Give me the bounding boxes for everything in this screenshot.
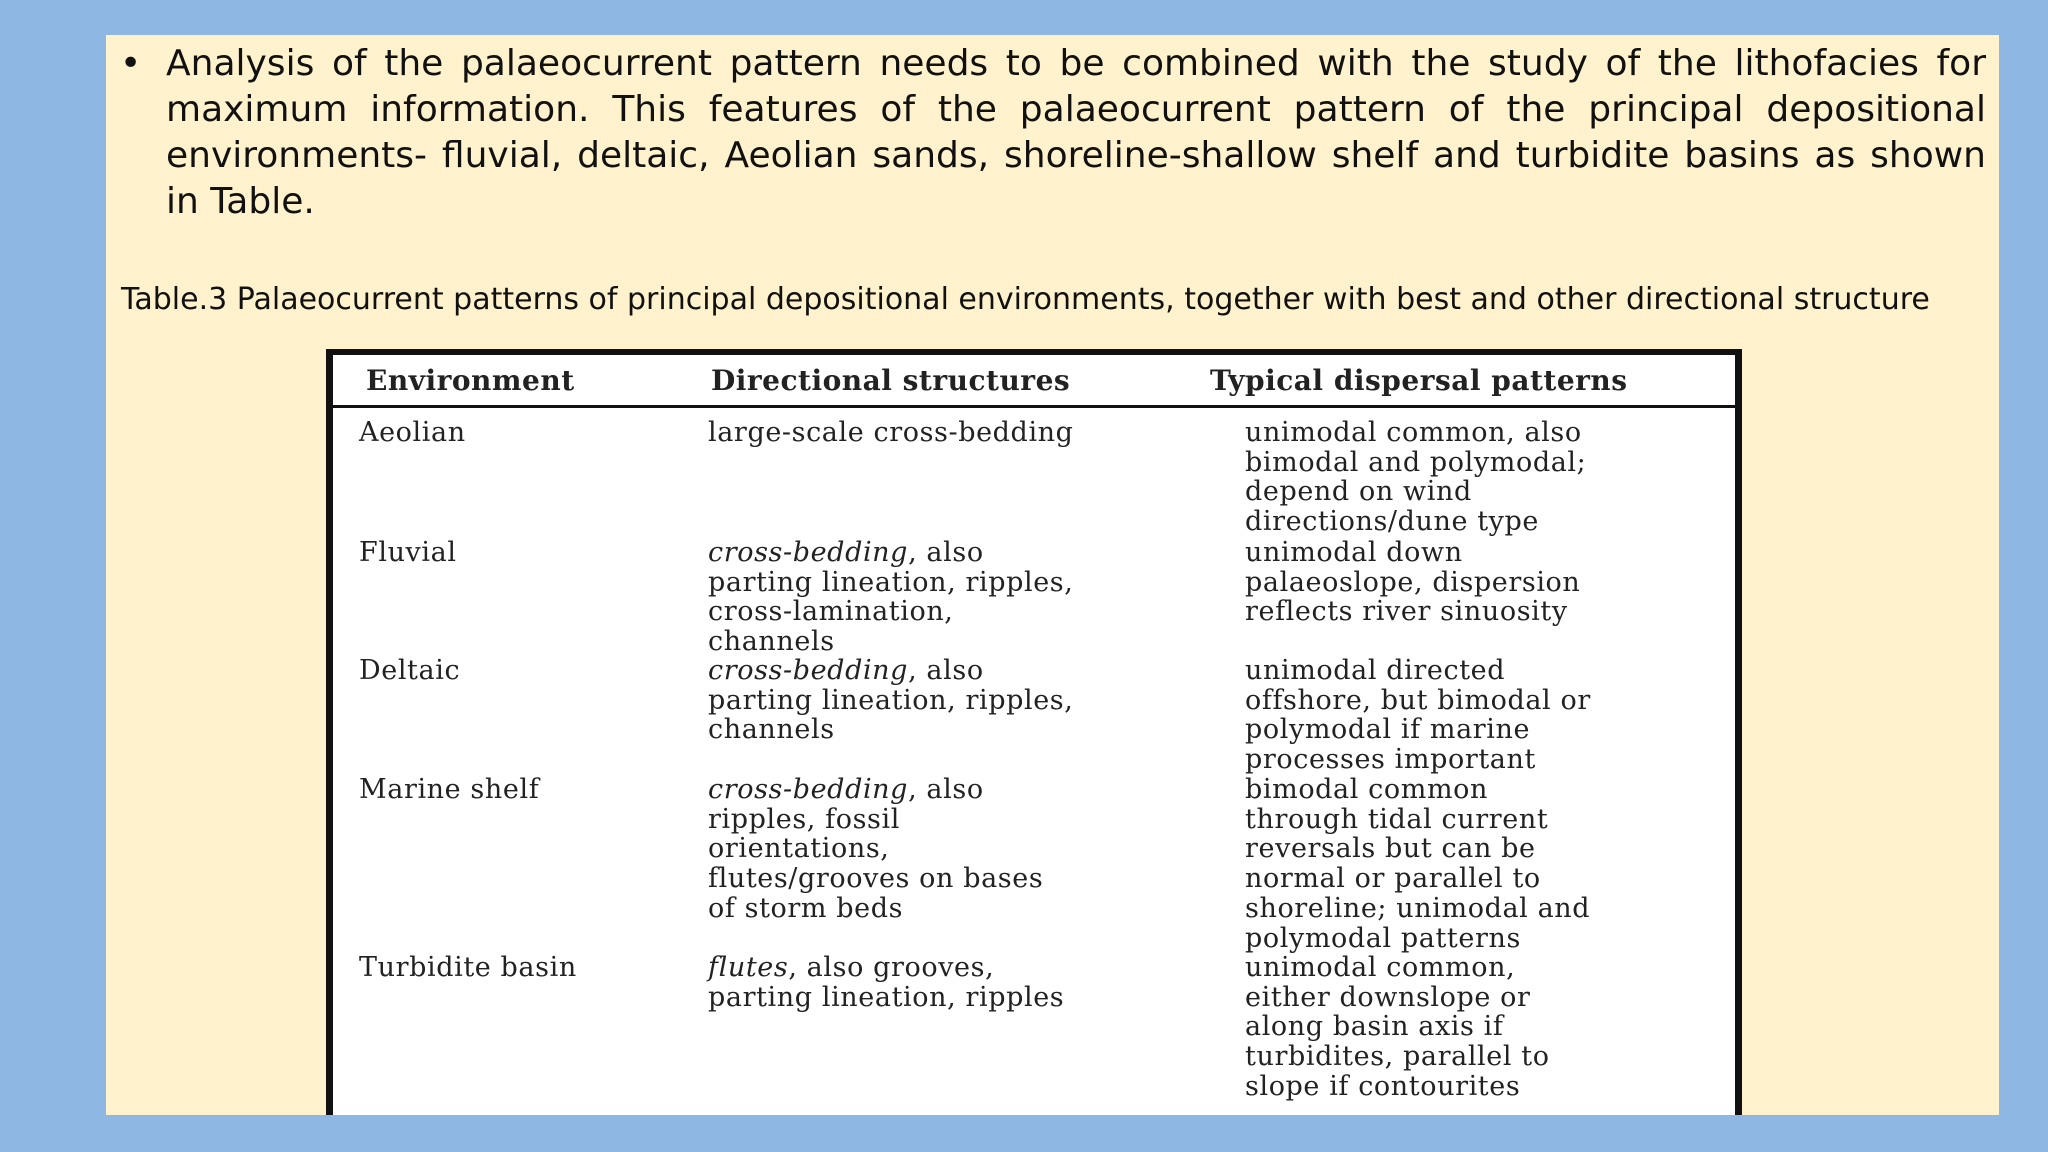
row-deltaic-patterns	[1245, 656, 1591, 775]
structure-rest: , also	[908, 774, 984, 805]
structure-line: parting lineation, ripples,	[708, 684, 1074, 716]
pattern-line: either downslope or	[1245, 981, 1531, 1013]
pattern-line: unimodal down	[1245, 537, 1463, 568]
pattern-line: turbidites, parallel to	[1245, 1041, 1550, 1073]
row-turbidite-basin-environment: Turbidite basin	[359, 952, 577, 983]
structure-line	[708, 656, 1073, 686]
bullet-paragraph	[120, 41, 1986, 225]
pattern-line: through tidal current	[1245, 803, 1549, 835]
table-header	[333, 355, 1735, 408]
structure-line: cross-lamination,	[708, 596, 954, 628]
row-fluvial-structures	[708, 538, 1073, 657]
row-turbidite-basin-structures	[708, 953, 1064, 1012]
structure-line	[708, 538, 1073, 568]
pattern-line: polymodal patterns	[1245, 922, 1521, 954]
structure-line: parting lineation, ripples	[708, 981, 1065, 1013]
row-deltaic-environment: Deltaic	[359, 655, 461, 686]
pattern-line: reflects river sinuosity	[1245, 596, 1568, 628]
row-marine-shelf-environment: Marine shelf	[359, 774, 540, 805]
header-directional-structures: Directional structures	[711, 364, 1071, 397]
row-aeolian-patterns	[1245, 418, 1586, 537]
structure-line: large-scale cross-bedding	[708, 417, 1074, 448]
pattern-line: unimodal common,	[1245, 952, 1516, 983]
structure-line	[708, 953, 1064, 983]
pattern-line: shoreline; unimodal and	[1245, 892, 1591, 924]
row-deltaic-structures	[708, 656, 1073, 745]
pattern-line: normal or parallel to	[1245, 863, 1541, 895]
table-caption: Table.3 Palaeocurrent patterns of principal depositional environments, together with best and other directional structure	[121, 282, 1930, 317]
structure-line: orientations,	[708, 833, 890, 865]
structure-line: channels	[708, 626, 835, 658]
header-typical-dispersal-patterns: Typical dispersal patterns	[1210, 364, 1628, 397]
structure-emphasis: cross-bedding	[708, 537, 909, 568]
header-environment: Environment	[366, 364, 575, 397]
bullet-text: Analysis of the palaeocurrent pattern needs to be combined with the study of the lithofacies for maximum information. This features of the palaeocurrent pattern of the principal depositional environments- fluvial, deltaic, Aeolian sands, shoreline-shallow shelf and turbidite basins as shown in Table.	[166, 43, 1986, 222]
row-marine-shelf-structures	[708, 775, 1043, 924]
slide	[106, 35, 1999, 1115]
bullet-marker: •	[120, 43, 142, 84]
row-fluvial-environment: Fluvial	[359, 537, 457, 568]
pattern-line: offshore, but bimodal or	[1245, 684, 1591, 716]
structure-rest: , also	[908, 537, 984, 568]
pattern-line: along basin axis if	[1245, 1011, 1504, 1043]
structure-emphasis: cross-bedding	[708, 774, 909, 805]
row-turbidite-basin-patterns	[1245, 953, 1550, 1102]
pattern-line: unimodal common, also	[1245, 417, 1582, 448]
structure-line: flutes/grooves on bases	[708, 863, 1044, 895]
pattern-line: directions/dune type	[1245, 506, 1539, 538]
pattern-line: palaeoslope, dispersion	[1245, 566, 1581, 598]
structure-rest: , also	[908, 655, 984, 686]
pattern-line: processes important	[1245, 744, 1536, 776]
pattern-line: bimodal common	[1245, 774, 1489, 805]
pattern-line: reversals but can be	[1245, 833, 1536, 865]
row-marine-shelf-patterns	[1245, 775, 1590, 953]
pattern-line: depend on wind	[1245, 476, 1472, 508]
structure-line: of storm beds	[708, 892, 904, 924]
structure-line: ripples, fossil	[708, 803, 900, 835]
row-aeolian-structures	[708, 418, 1074, 448]
row-aeolian-environment: Aeolian	[359, 417, 466, 448]
pattern-line: slope if contourites	[1245, 1070, 1521, 1102]
structure-rest: , also grooves,	[788, 952, 995, 983]
structure-emphasis: cross-bedding	[708, 655, 909, 686]
structure-line: parting lineation, ripples,	[708, 566, 1074, 598]
row-fluvial-patterns	[1245, 538, 1580, 627]
structure-line: channels	[708, 714, 835, 746]
table-image	[326, 349, 1742, 1115]
structure-line	[708, 775, 1043, 805]
structure-emphasis: flutes	[708, 952, 789, 983]
pattern-line: bimodal and polymodal;	[1245, 446, 1587, 478]
pattern-line: polymodal if marine	[1245, 714, 1531, 746]
pattern-line: unimodal directed	[1245, 655, 1506, 686]
